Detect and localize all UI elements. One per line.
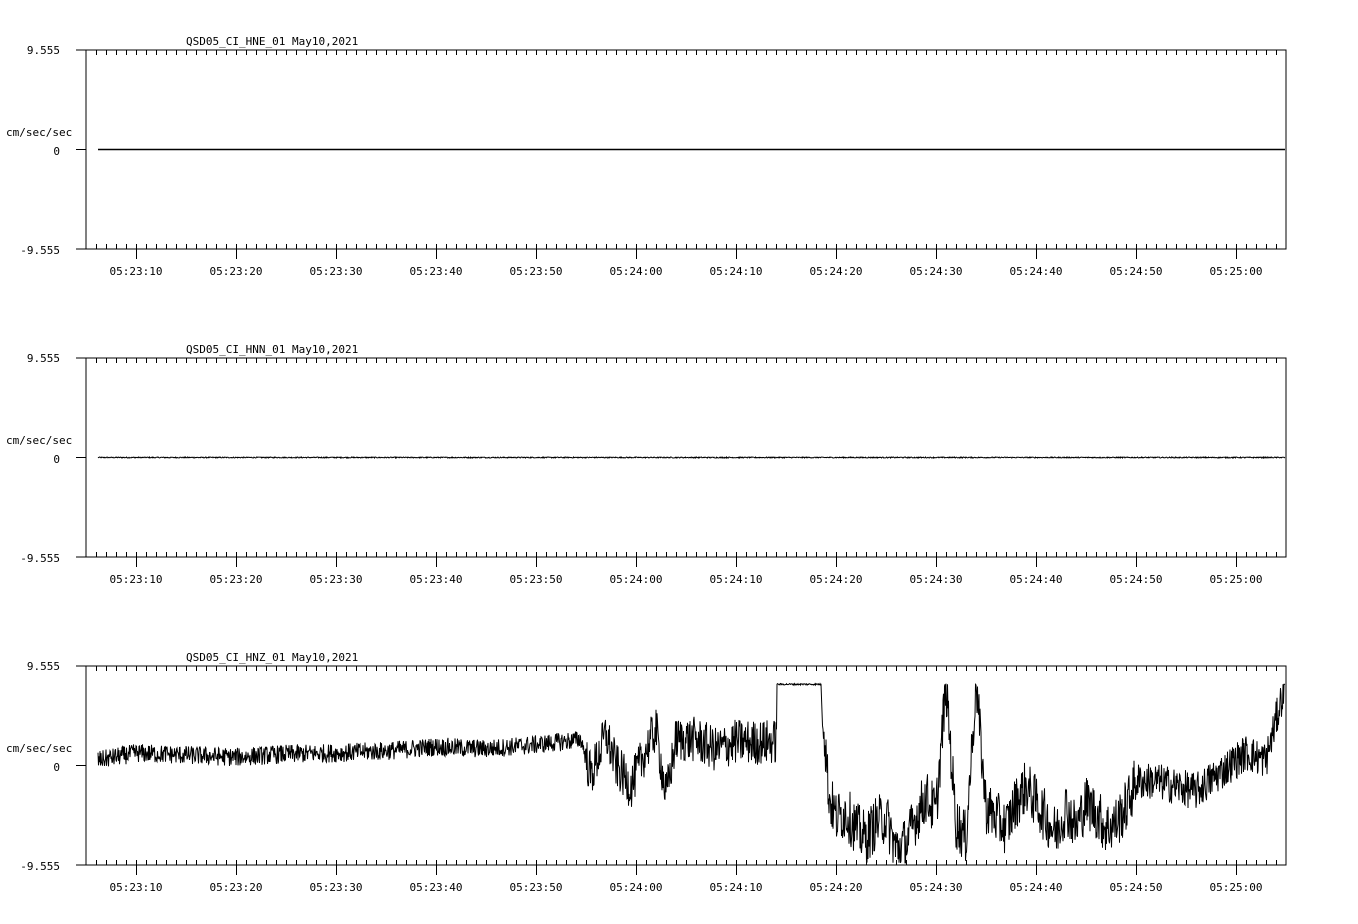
y-tick-label-zero: 0 bbox=[53, 761, 60, 774]
trace-line bbox=[98, 684, 1285, 864]
trace-line bbox=[98, 457, 1285, 458]
panel-hnn bbox=[6, 343, 1286, 586]
y-tick-label-min: -9.555 bbox=[20, 860, 60, 873]
y-tick-label-max: 9.555 bbox=[26, 660, 60, 673]
y-axis-label: cm/sec/sec bbox=[6, 434, 73, 447]
x-tick-label: 05:23:50 bbox=[509, 573, 563, 586]
x-tick-label: 05:25:00 bbox=[1209, 881, 1263, 894]
x-tick-label: 05:24:50 bbox=[1109, 265, 1163, 278]
panel-title: QSD05_CI_HNZ_01 May10,2021 bbox=[186, 651, 359, 664]
y-tick-label-zero: 0 bbox=[53, 145, 60, 158]
x-tick-label: 05:24:10 bbox=[709, 573, 763, 586]
x-tick-label: 05:24:40 bbox=[1009, 265, 1063, 278]
x-tick-label: 05:23:10 bbox=[109, 265, 163, 278]
y-tick-label-max: 9.555 bbox=[26, 352, 60, 365]
x-tick-label: 05:25:00 bbox=[1209, 573, 1263, 586]
panel-title: QSD05_CI_HNE_01 May10,2021 bbox=[186, 35, 359, 48]
panel-hne bbox=[6, 35, 1286, 278]
x-tick-label: 05:24:00 bbox=[609, 265, 663, 278]
x-tick-label: 05:23:20 bbox=[209, 265, 263, 278]
y-tick-label-zero: 0 bbox=[53, 453, 60, 466]
panel-title: QSD05_CI_HNN_01 May10,2021 bbox=[186, 343, 359, 356]
x-tick-label: 05:23:40 bbox=[409, 881, 463, 894]
x-tick-label: 05:23:30 bbox=[309, 881, 363, 894]
x-tick-label: 05:23:40 bbox=[409, 573, 463, 586]
x-tick-label: 05:24:10 bbox=[709, 265, 763, 278]
x-tick-label: 05:24:20 bbox=[809, 881, 863, 894]
x-tick-label: 05:23:10 bbox=[109, 881, 163, 894]
x-tick-label: 05:24:50 bbox=[1109, 573, 1163, 586]
y-axis-label: cm/sec/sec bbox=[6, 126, 73, 139]
x-tick-label: 05:24:40 bbox=[1009, 573, 1063, 586]
x-tick-label: 05:24:30 bbox=[909, 881, 963, 894]
x-tick-label: 05:24:00 bbox=[609, 881, 663, 894]
x-tick-label: 05:23:40 bbox=[409, 265, 463, 278]
panel-hnz bbox=[6, 651, 1286, 894]
x-tick-label: 05:23:30 bbox=[309, 573, 363, 586]
x-tick-label: 05:24:30 bbox=[909, 265, 963, 278]
x-tick-label: 05:24:10 bbox=[709, 881, 763, 894]
y-tick-label-min: -9.555 bbox=[20, 552, 60, 565]
x-tick-label: 05:24:20 bbox=[809, 573, 863, 586]
x-tick-label: 05:25:00 bbox=[1209, 265, 1263, 278]
y-tick-label-min: -9.555 bbox=[20, 244, 60, 257]
x-tick-label: 05:24:20 bbox=[809, 265, 863, 278]
x-tick-label: 05:23:20 bbox=[209, 573, 263, 586]
x-tick-label: 05:24:30 bbox=[909, 573, 963, 586]
x-tick-label: 05:24:40 bbox=[1009, 881, 1063, 894]
x-tick-label: 05:23:50 bbox=[509, 881, 563, 894]
x-tick-label: 05:24:00 bbox=[609, 573, 663, 586]
x-tick-label: 05:23:10 bbox=[109, 573, 163, 586]
x-tick-label: 05:24:50 bbox=[1109, 881, 1163, 894]
y-tick-label-max: 9.555 bbox=[26, 44, 60, 57]
y-axis-label: cm/sec/sec bbox=[6, 742, 73, 755]
x-tick-label: 05:23:30 bbox=[309, 265, 363, 278]
x-tick-label: 05:23:20 bbox=[209, 881, 263, 894]
x-tick-label: 05:23:50 bbox=[509, 265, 563, 278]
